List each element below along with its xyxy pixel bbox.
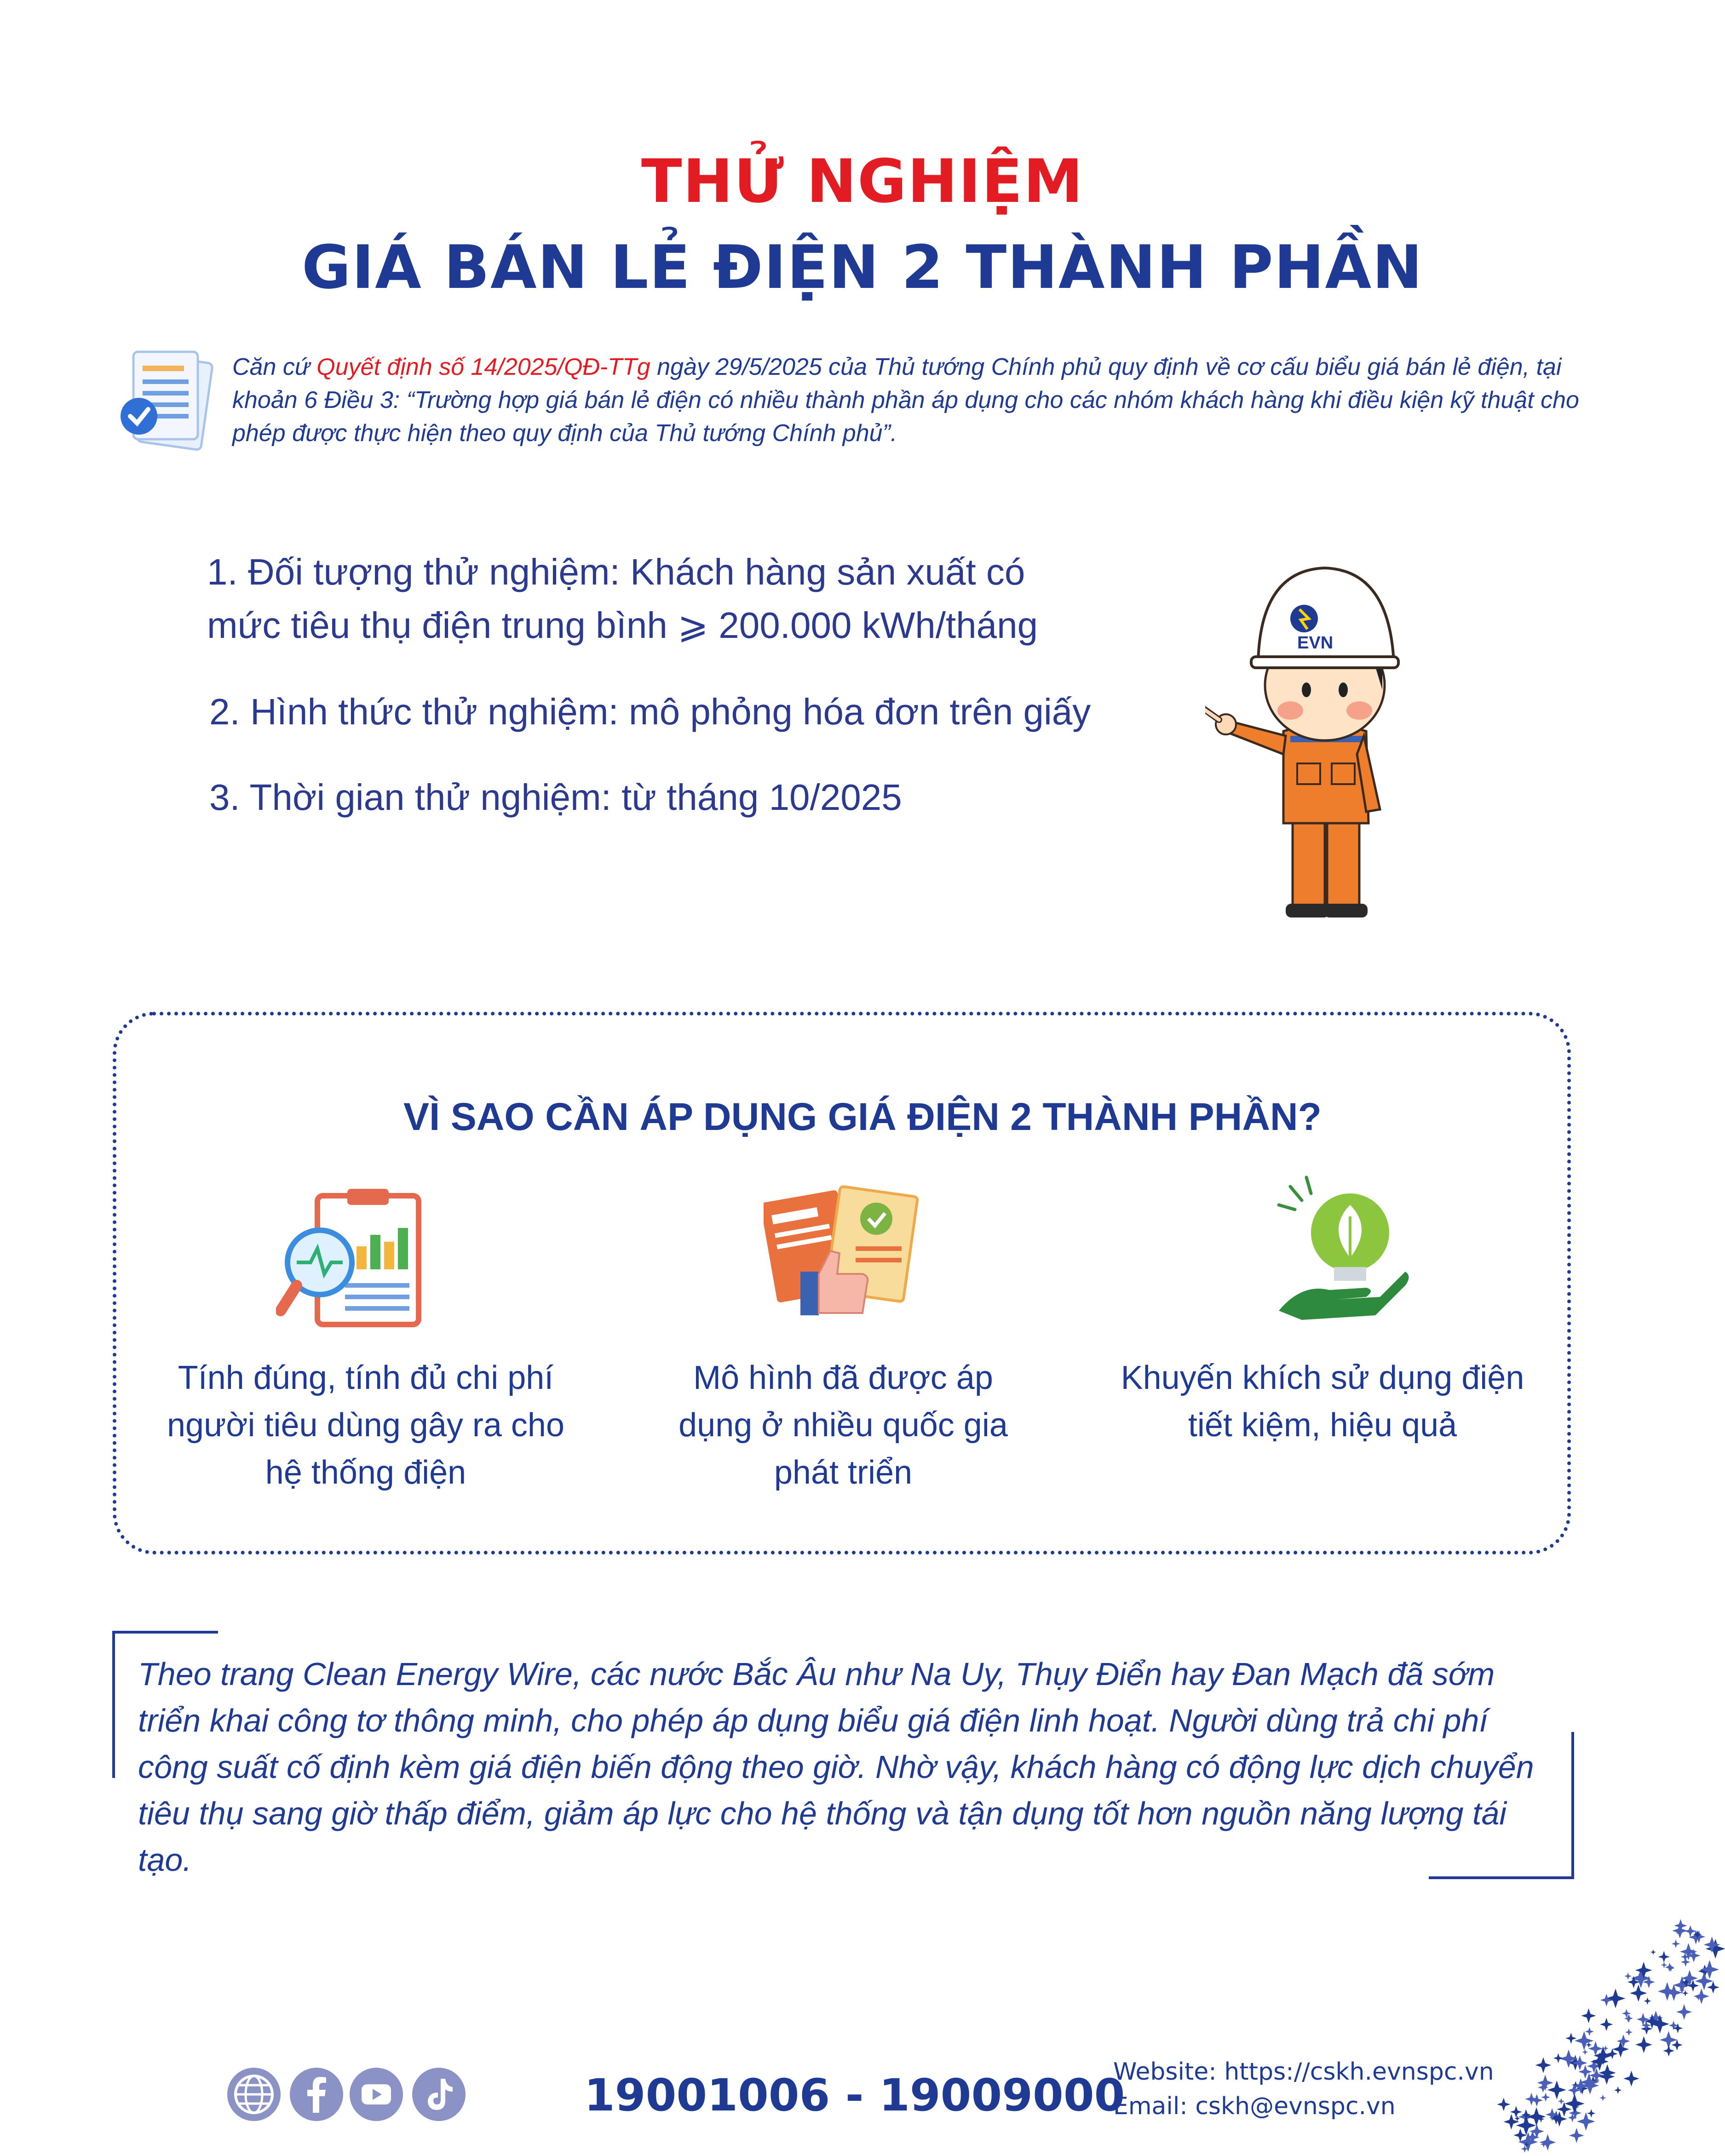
sparkle-star [1625,2029,1633,2036]
item-3: 3. Thời gian thử nghiệm: từ tháng 10/2025 [209,777,902,818]
sparkle-star [1564,2093,1585,2114]
sparkle-star [1707,1981,1719,1994]
sparkle-star [1676,2004,1692,2020]
evn-worker-mascot [1205,552,1444,929]
sparkle-star [1558,2098,1564,2104]
reason-1-text: Tính đúng, tính đủ chi phí người tiêu dùng gây ra cho hệ thống điện [167,1359,564,1491]
sparkle-star [1527,2107,1546,2126]
sparkle-star [1504,2114,1519,2130]
sparkle-star [1692,1930,1705,1943]
youtube-icon[interactable] [350,2068,403,2121]
sparkle-star [1577,2112,1595,2131]
sparkle-star [1612,2041,1629,2058]
sparkle-star [1614,2087,1622,2094]
title-line-2: GIÁ BÁN LẺ ĐIỆN 2 THÀNH PHẦN [302,232,1423,302]
sparkle-star [1553,2053,1564,2063]
sparkle-star [1644,1997,1651,2005]
sparkle-star [1706,1939,1725,1959]
sparkle-star [1581,2008,1596,2023]
facebook-icon[interactable] [290,2068,343,2121]
web-icon[interactable] [227,2068,281,2121]
reason-3-text: Khuyến khích sử dụng điện tiết kiệm, hiệu quả [1121,1359,1524,1444]
why-section-title: VÌ SAO CẦN ÁP DỤNG GIÁ ĐIỆN 2 THÀNH PHẦN? [403,1095,1322,1138]
sparkle-star [1635,2036,1652,2053]
sparkle-star [1637,2013,1650,2026]
sparkle-star [1585,2027,1594,2036]
sparkle-star [1682,1990,1688,1996]
hotline-numbers[interactable]: 19001006 - 19009000 [584,2070,1125,2121]
sparkle-star [1600,1994,1613,2007]
title-line-1: THỬ NGHIỆM [641,146,1084,216]
document-check-icon [115,345,225,460]
sparkle-star [1658,1951,1670,1962]
sparkle-star [1565,2033,1576,2044]
eco-bulb-hand-icon [1274,1173,1412,1325]
sparkle-star [1587,2109,1595,2117]
sparkle-star [1598,2069,1615,2085]
sparkle-star [1582,2049,1588,2055]
sparkle-star [1624,1973,1632,1980]
sparkle-star [1617,2035,1630,2048]
item-1: 1. Đối tượng thử nghiệm: Khách hàng sản xuất có mức tiêu thụ điện trung bình ⩾ 200.000 kWh/tháng [207,551,1038,646]
reason-2-text: Mô hình đã được áp dụng ở nhiều quốc gia phát triển [678,1359,1008,1491]
sparkle-star [1624,2015,1632,2023]
tiktok-icon[interactable] [412,2068,466,2121]
sparkle-decoration [1472,1909,1725,2156]
sparkle-star [1537,2075,1553,2091]
intro-paragraph: Căn cứ Quyết định số 14/2025/QĐ-TTg ngày 29/5/2025 của Thủ tướng Chính phủ quy định về cơ cấu biểu giá bán lẻ điện, tại khoản 6 Điều 3: “Trường hợp giá bán lẻ điện có nhiều thành phần áp dụng cho các nhóm khách hàng khi điều kiện kỹ thuật cho phép được thực hiện theo quy định của Thủ tướng Chính phủ”. [232,354,1579,447]
website-link[interactable]: Website: https://cskh.evnspc.vn [1113,2058,1494,2086]
sparkle-star [1600,2018,1613,2031]
quote-corner-left-bar [112,1631,115,1778]
item-2: 2. Hình thức thử nghiệm: mô phỏng hóa đơn trên giấy [209,691,1091,732]
sparkle-star [1497,2098,1510,2111]
sparkle-star [1630,1984,1647,2001]
email-link[interactable]: Email: cskh@evnspc.vn [1113,2093,1396,2120]
quote-corner-top-bar [112,1631,218,1634]
sparkle-star [1665,1963,1674,1972]
sparkle-star [1606,1989,1626,2008]
sparkle-star [1569,2128,1584,2143]
clean-energy-quote: Theo trang Clean Energy Wire, các nước Bắc Âu như Na Uy, Thụy Điển hay Đan Mạch đã sớm triển khai công tơ thông minh, cho phép áp dụng biểu giá điện linh hoạt. Người dùng trả chi phí công suất cố định kèm giá điện biến động theo giờ. Nhờ vậy, khách hàng có động lực dịch chuyển tiêu thụ sang giờ thấp điểm, giảm áp lực cho hệ thống và tận dụng tốt hơn nguồn năng lượng tái tạo. [138,1656,1534,1878]
sparkle-star [1599,2094,1606,2101]
helmet-label: EVN [1297,633,1334,653]
sparkle-star [1535,2057,1552,2073]
sparkle-star [1623,2070,1639,2087]
quote-corner-right-bar [1571,1732,1574,1879]
sparkle-star [1672,1939,1680,1948]
report-analysis-icon [276,1187,428,1329]
sparkle-star [1663,2045,1674,2057]
documents-thumbs-up-icon [764,1182,920,1325]
decision-reference: Quyết định số 14/2025/QĐ-TTg [316,354,650,380]
sparkle-star [1540,2134,1556,2150]
sparkle-star [1575,2031,1594,2051]
sparkle-star [1650,1950,1656,1955]
sparkle-star [1694,1989,1709,2004]
